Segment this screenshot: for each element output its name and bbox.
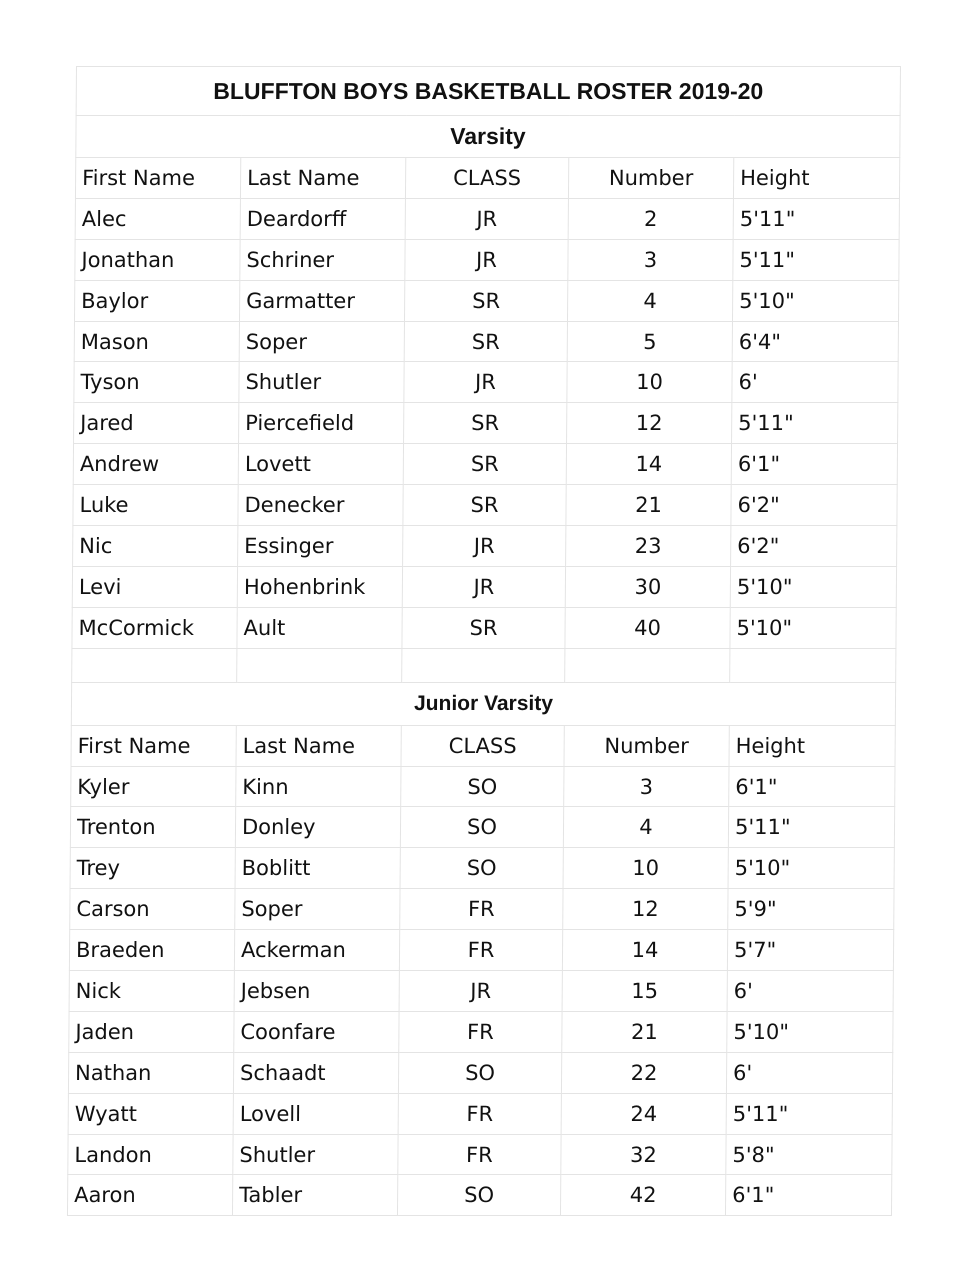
cell-number: 30 bbox=[565, 566, 730, 607]
cell-class: SO bbox=[397, 1175, 560, 1216]
title-row bbox=[76, 67, 900, 116]
cell-number: 22 bbox=[561, 1052, 726, 1093]
roster-table bbox=[67, 66, 901, 1216]
cell-first-name: Levi bbox=[72, 566, 237, 607]
cell-first-name: Tyson bbox=[74, 362, 239, 403]
cell-class: SR bbox=[403, 485, 566, 526]
cell-first-name: Kyler bbox=[71, 766, 236, 807]
cell-last-name: Garmatter bbox=[239, 280, 404, 321]
table-row bbox=[73, 444, 897, 485]
cell-height: 6'1" bbox=[729, 766, 895, 807]
cell-number: 23 bbox=[566, 526, 731, 567]
table-row bbox=[71, 766, 895, 807]
section-heading-row bbox=[71, 682, 895, 725]
cell-class: SR bbox=[403, 444, 566, 485]
blank-cell bbox=[72, 648, 237, 682]
cell-first-name: Braeden bbox=[69, 930, 234, 971]
cell-height: 5'11" bbox=[728, 807, 894, 848]
cell-height: 6' bbox=[727, 971, 893, 1012]
cell-first-name: Andrew bbox=[73, 444, 238, 485]
column-header-height: Height bbox=[733, 158, 899, 199]
cell-first-name: Nathan bbox=[68, 1052, 233, 1093]
cell-last-name: Soper bbox=[239, 321, 404, 362]
cell-first-name: Wyatt bbox=[68, 1093, 233, 1134]
cell-class: SO bbox=[400, 848, 563, 889]
cell-last-name: Soper bbox=[235, 889, 400, 930]
cell-number: 5 bbox=[567, 321, 732, 362]
cell-first-name: Nic bbox=[73, 526, 238, 567]
cell-number: 12 bbox=[563, 889, 728, 930]
table-row bbox=[74, 321, 898, 362]
column-header-row bbox=[71, 725, 895, 766]
cell-first-name: Jared bbox=[74, 403, 239, 444]
cell-first-name: Nick bbox=[69, 971, 234, 1012]
column-header-height: Height bbox=[729, 725, 895, 766]
cell-height: 6' bbox=[726, 1052, 892, 1093]
blank-cell bbox=[237, 648, 402, 682]
cell-last-name: Shutler bbox=[239, 362, 404, 403]
roster-body bbox=[67, 67, 900, 1216]
cell-height: 6'2" bbox=[731, 485, 897, 526]
cell-class: SR bbox=[404, 321, 567, 362]
table-row bbox=[72, 607, 896, 648]
column-header-last-name: Last Name bbox=[236, 725, 401, 766]
cell-last-name: Essinger bbox=[238, 526, 403, 567]
cell-number: 10 bbox=[563, 848, 728, 889]
section-heading-row bbox=[76, 116, 900, 158]
cell-height: 5'11" bbox=[733, 198, 899, 239]
cell-number: 14 bbox=[566, 444, 731, 485]
cell-first-name: Luke bbox=[73, 485, 238, 526]
cell-number: 10 bbox=[567, 362, 732, 403]
cell-class: JR bbox=[403, 526, 566, 567]
table-row bbox=[70, 889, 894, 930]
cell-number: 4 bbox=[563, 807, 728, 848]
cell-height: 5'10" bbox=[727, 1011, 893, 1052]
table-row bbox=[68, 1052, 892, 1093]
table-row bbox=[74, 280, 898, 321]
cell-class: FR bbox=[399, 930, 562, 971]
cell-height: 5'10" bbox=[730, 566, 896, 607]
table-row bbox=[73, 485, 897, 526]
table-row bbox=[69, 971, 893, 1012]
cell-number: 21 bbox=[562, 1011, 727, 1052]
table-row bbox=[70, 807, 894, 848]
table-row bbox=[70, 848, 894, 889]
table-row bbox=[75, 198, 899, 239]
cell-class: FR bbox=[400, 889, 563, 930]
blank-cell bbox=[730, 648, 896, 682]
table-row bbox=[74, 362, 898, 403]
cell-last-name: Tabler bbox=[232, 1175, 397, 1216]
cell-first-name: Aaron bbox=[67, 1175, 232, 1216]
cell-class: JR bbox=[404, 362, 567, 403]
column-header-number: Number bbox=[568, 158, 733, 199]
column-header-class: CLASS bbox=[405, 158, 568, 199]
cell-height: 5'7" bbox=[727, 930, 893, 971]
table-row bbox=[69, 1011, 893, 1052]
cell-last-name: Piercefield bbox=[239, 403, 404, 444]
cell-last-name: Jebsen bbox=[234, 971, 399, 1012]
cell-last-name: Coonfare bbox=[234, 1011, 399, 1052]
cell-class: SR bbox=[404, 280, 567, 321]
cell-last-name: Ault bbox=[237, 607, 402, 648]
table-row bbox=[72, 566, 896, 607]
cell-first-name: Jaden bbox=[69, 1011, 234, 1052]
table-row bbox=[74, 403, 898, 444]
cell-height: 6'1" bbox=[731, 444, 897, 485]
table-row bbox=[75, 239, 899, 280]
table-row bbox=[68, 1093, 892, 1134]
cell-last-name: Lovett bbox=[238, 444, 403, 485]
cell-last-name: Shutler bbox=[233, 1134, 398, 1175]
cell-class: FR bbox=[399, 1011, 562, 1052]
cell-last-name: Kinn bbox=[236, 766, 401, 807]
cell-number: 40 bbox=[565, 607, 730, 648]
cell-class: SO bbox=[398, 1052, 561, 1093]
cell-class: SR bbox=[404, 403, 567, 444]
blank-cell bbox=[402, 648, 565, 682]
cell-last-name: Lovell bbox=[233, 1093, 398, 1134]
cell-first-name: Carson bbox=[70, 889, 235, 930]
cell-class: SO bbox=[400, 807, 563, 848]
cell-first-name: Trenton bbox=[70, 807, 235, 848]
cell-number: 12 bbox=[567, 403, 732, 444]
cell-first-name: Landon bbox=[68, 1134, 233, 1175]
cell-last-name: Deardorff bbox=[240, 198, 405, 239]
cell-number: 21 bbox=[566, 485, 731, 526]
column-header-number: Number bbox=[564, 725, 729, 766]
cell-number: 4 bbox=[567, 280, 732, 321]
cell-height: 6'2" bbox=[731, 526, 897, 567]
column-header-first-name: First Name bbox=[71, 725, 236, 766]
cell-last-name: Denecker bbox=[238, 485, 403, 526]
cell-last-name: Donley bbox=[235, 807, 400, 848]
cell-number: 3 bbox=[564, 766, 729, 807]
cell-first-name: McCormick bbox=[72, 607, 237, 648]
cell-last-name: Schriner bbox=[240, 239, 405, 280]
cell-last-name: Ackerman bbox=[234, 930, 399, 971]
column-header-class: CLASS bbox=[401, 725, 564, 766]
table-row bbox=[73, 526, 897, 567]
cell-number: 24 bbox=[561, 1093, 726, 1134]
blank-row bbox=[72, 648, 896, 682]
cell-first-name: Baylor bbox=[74, 280, 239, 321]
roster-sheet bbox=[67, 66, 900, 1216]
cell-number: 14 bbox=[562, 930, 727, 971]
column-header-row bbox=[75, 158, 899, 199]
cell-class: JR bbox=[402, 566, 565, 607]
cell-height: 6' bbox=[732, 362, 898, 403]
cell-last-name: Schaadt bbox=[233, 1052, 398, 1093]
cell-number: 2 bbox=[568, 198, 733, 239]
table-row bbox=[69, 930, 893, 971]
cell-last-name: Boblitt bbox=[235, 848, 400, 889]
cell-height: 5'9" bbox=[728, 889, 894, 930]
cell-height: 5'10" bbox=[732, 280, 898, 321]
cell-class: JR bbox=[405, 198, 568, 239]
cell-height: 6'4" bbox=[732, 321, 898, 362]
cell-first-name: Mason bbox=[74, 321, 239, 362]
section-title: Junior Varsity bbox=[71, 682, 895, 725]
cell-first-name: Jonathan bbox=[75, 239, 240, 280]
table-row bbox=[67, 1175, 891, 1216]
cell-height: 5'11" bbox=[733, 239, 899, 280]
column-header-first-name: First Name bbox=[75, 158, 240, 199]
cell-height: 6'1" bbox=[725, 1175, 891, 1216]
cell-number: 3 bbox=[568, 239, 733, 280]
column-header-last-name: Last Name bbox=[240, 158, 405, 199]
cell-class: FR bbox=[398, 1134, 561, 1175]
roster-title: BLUFFTON BOYS BASKETBALL ROSTER 2019-20 bbox=[76, 67, 900, 116]
cell-class: SR bbox=[402, 607, 565, 648]
cell-number: 42 bbox=[560, 1175, 725, 1216]
cell-height: 5'8" bbox=[726, 1134, 892, 1175]
cell-first-name: Alec bbox=[75, 198, 240, 239]
cell-class: JR bbox=[399, 971, 562, 1012]
cell-height: 5'10" bbox=[730, 607, 896, 648]
blank-cell bbox=[565, 648, 730, 682]
cell-number: 15 bbox=[562, 971, 727, 1012]
cell-height: 5'10" bbox=[728, 848, 894, 889]
table-row bbox=[68, 1134, 892, 1175]
cell-first-name: Trey bbox=[70, 848, 235, 889]
cell-class: FR bbox=[398, 1093, 561, 1134]
cell-height: 5'11" bbox=[732, 403, 898, 444]
cell-class: SO bbox=[401, 766, 564, 807]
cell-number: 32 bbox=[561, 1134, 726, 1175]
cell-class: JR bbox=[405, 239, 568, 280]
cell-height: 5'11" bbox=[726, 1093, 892, 1134]
section-title: Varsity bbox=[76, 116, 900, 158]
cell-last-name: Hohenbrink bbox=[237, 566, 402, 607]
